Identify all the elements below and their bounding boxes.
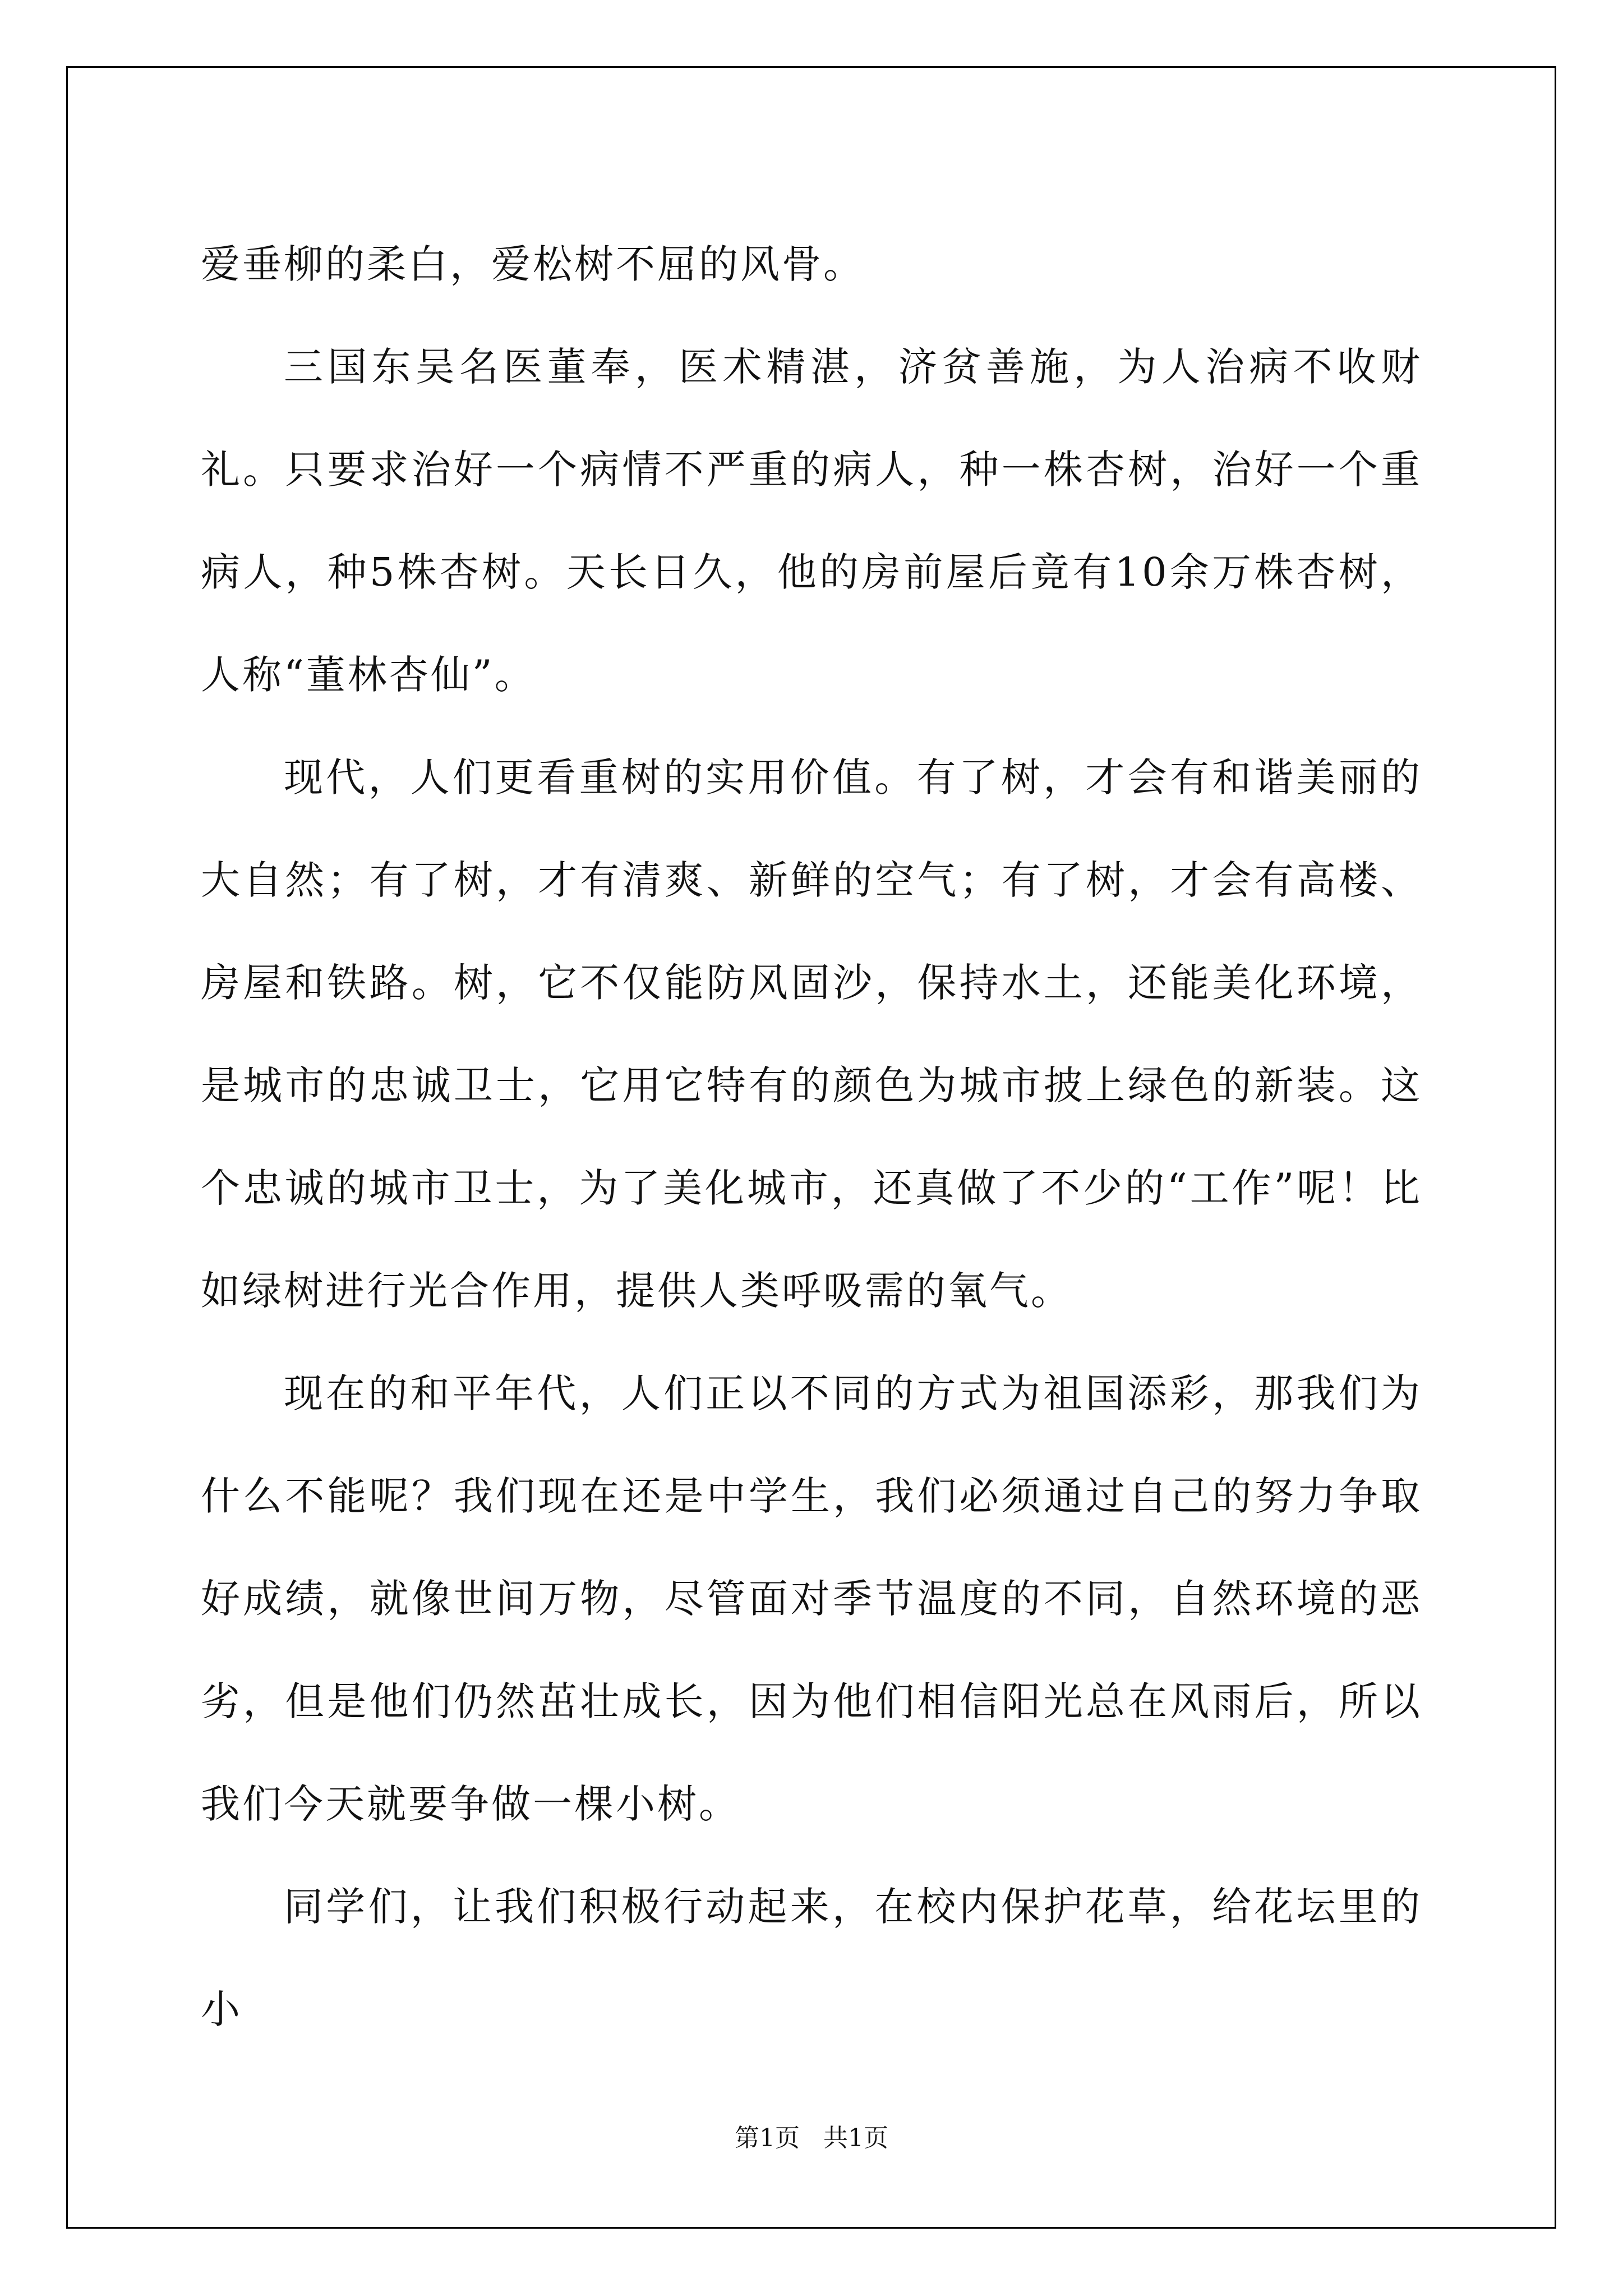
paragraph-continued: 爱垂柳的柔白，爱松树不屈的风骨。 [201, 241, 865, 287]
paragraph-peace-era: 现在的和平年代，人们正以不同的方式为祖国添彩，那我们为什么不能呢？我们现在还是中学生，我们必须通过自己的努力争取好成绩，就像世间万物，尽管面对季节温度的不同，自然环境的恶劣，但是他们仍然茁壮成长，因为他们相信阳光总在风雨后，所以我们今天就要争做一棵小树。 [201, 1370, 1422, 1827]
page-footer: 第1页 共1页 [735, 2124, 888, 2152]
paragraph-call-to-action: 同学们，让我们积极行动起来，在校内保护花草，给花坛里的小 [201, 1884, 1422, 2032]
paragraph-dong-feng: 三国东吴名医董奉，医术精湛，济贫善施，为人治病不收财礼。只要求治好一个病情不严重的病人，种一株杏树，治好一个重病人，种5株杏树。天长日久，他的房前屋后竟有10余万株杏树，人称“董林杏仙”。 [201, 344, 1422, 698]
paragraph-modern-value: 现代，人们更看重树的实用价值。有了树，才会有和谐美丽的大自然；有了树，才有清爽、新鲜的空气；有了树，才会有高楼、房屋和铁路。树，它不仅能防风固沙，保持水土，还能美化环境，是城市的忠诚卫士，它用它特有的颜色为城市披上绿色的新装。这个忠诚的城市卫士，为了美化城市，还真做了不少的“工作”呢！比如绿树进行光合作用，提供人类呼吸需的氧气。 [201, 754, 1422, 1314]
document-body [201, 213, 1422, 2061]
